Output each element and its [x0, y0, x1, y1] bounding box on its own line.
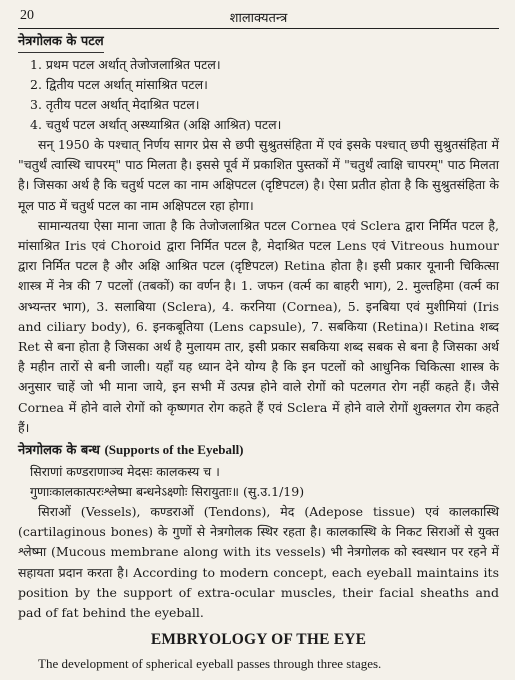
supports-title-english: (Supports of the Eyeball)	[104, 442, 244, 458]
shloka-line-2: गुणाःकालकात्परःश्लेष्मा बन्धनेऽक्ष्णोः सिरायुताः॥ (सु.उ.1/19)	[30, 484, 305, 500]
eyeball-layers-title: नेत्रगोलक के पटल	[18, 33, 104, 53]
list-item: 4. चतुर्थ पटल अर्थात् अस्थ्याश्रित (अक्षि आश्रित) पटल।	[30, 117, 282, 132]
page-header	[18, 6, 499, 29]
list-item: 1. प्रथम पटल अर्थात् तेजोजलाश्रित पटल।	[30, 57, 221, 72]
paragraph-layer-correlation: सामान्यतया ऐसा माना जाता है कि तेजोजलाश्रित पटल Cornea एवं Sclera द्वारा निर्मित पटल है, मांसाश्रित Iris एवं Choroid द्वारा निर्मित पटल है, मेदाश्रित पटल Lens एवं Vitreous humour द्वारा निर्मित पटल है और अक्षि आश्रित पटल (दृष्टिपटल) Retina होता है। इसी प्रकार यूनानी चिकित्सा शास्त्र में नेत्र की 7 पटलों (तबकों) का वर्णन है। 1. जफन (वर्त्म का बाहरी भाग), 2. मुल्तहिमा (वर्त्म का अभ्यन्तर भाग), 3. सलाबिया (Sclera), 4. करनिया (Cornea), 5. इनबिया एवं मुशीमियां (Iris and ciliary body), 6. इनकबूतिया (Lens capsule), 7. सबकिया (Retina)। Retina शब्द Ret से बना होता है जिसका अर्थ है मुलायम तार, इसी प्रकार सबकिया शब्द सबक से बना है जिसका अर्थ है महीन तारों से बनी जाली। यहाँ यह ध्यान देने योग्य है कि इन पटलों को आधुनिक चिकित्सा शास्त्र के अनुसार चाहें जो भी माना जाये, इन सभी में उत्पन्न होने वाले रोगों को पटलगत रोग नहीं कहते हैं। जैसे Cornea में होने वाले रोगों को कृष्णगत रोग कहते हैं एवं Sclera में होने वाले रोगों शुक्लगत रोग कहते हैं।	[18, 217, 499, 435]
list-item: 2. द्वितीय पटल अर्थात् मांसाश्रित पटल।	[30, 77, 208, 92]
running-title: शालाक्यतन्त्र	[229, 11, 288, 26]
section-heading-eyeball-layers	[18, 33, 499, 53]
page-number: 20	[20, 8, 34, 23]
list-item: 3. तृतीय पटल अर्थात् मेदाश्रित पटल।	[30, 97, 200, 112]
embryology-intro: The development of spherical eyeball passes through three stages.	[38, 656, 382, 672]
paragraph-sushruta-text: सन् 1950 के पश्चात् निर्णय सागर प्रेस से छपी सुश्रुतसंहिता में एवं इसके पश्चात् छपी सुश्रुतसंहिता में "चतुर्थं त्वास्थि चापरम्" पाठ मिलता है। इससे पूर्व में प्रकाशित पुस्तकों में "चतुर्थं त्वाक्षि चापरम्" पाठ मिलता है। जिसका अर्थ है कि चतुर्थ पटल का नाम अक्षिपटल (दृष्टिपटल) है। ऐसा प्रतीत होता है कि सुश्रुतसंहिता के मूल पाठ में चतुर्थ पटल का नाम अक्षिपटल रहा होगा।	[18, 137, 499, 213]
shloka-verse	[18, 462, 499, 502]
shloka-line-1: सिराणां कण्डराणाञ्च मेदसः कालकस्य च ।	[30, 464, 220, 480]
layers-list	[18, 55, 499, 135]
embryology-heading: EMBRYOLOGY OF THE EYE	[150, 631, 367, 649]
paragraph-supports: सिराओं (Vessels), कण्डराओं (Tendons), मेद (Adepose tissue) एवं कालकास्थि (cartilaginous bones) के गुणों से नेत्रगोलक स्थिर रहता है। कालकास्थि के निकट सिराओं से युक्त श्लेष्मा (Mucous membrane along with its vessels) भी नेत्रगोलक को स्वस्थान पर रहने में सहायता प्रदान करता है। According to modern concept, each eyeball maintains its position by the support of extra-ocular muscles, their facial sheaths and pad of fat behind the eyeball.	[18, 504, 499, 621]
section-heading-supports	[18, 441, 499, 460]
supports-title-hindi: नेत्रगोलक के बन्ध	[18, 443, 100, 459]
